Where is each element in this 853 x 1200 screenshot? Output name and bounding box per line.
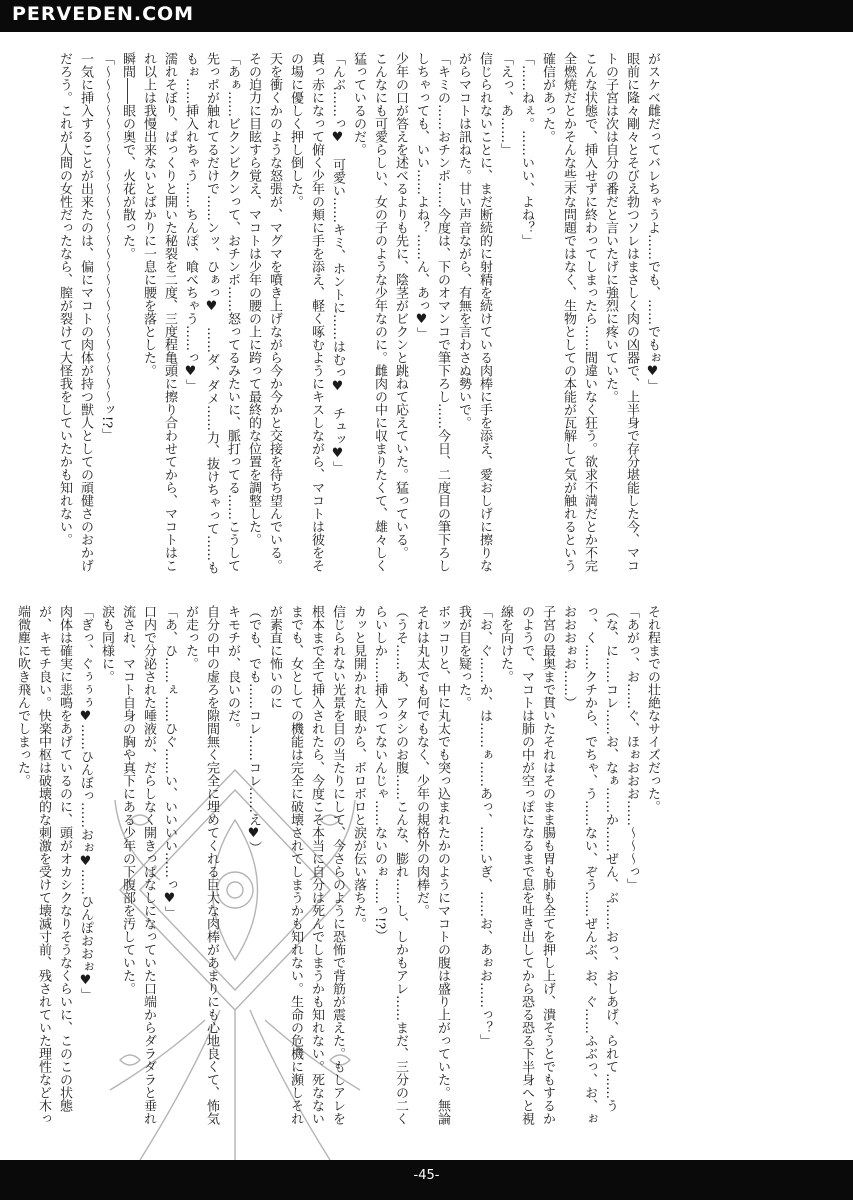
paragraph: 「お、ぐ……か、は……ぁ……あっ、……いぎ、……お、あぉお……っ？」 bbox=[477, 605, 492, 1047]
text-column-top bbox=[57, 52, 663, 582]
paragraph: 涙も同様に。 bbox=[99, 605, 114, 683]
paragraph: ボッコリと、中に丸太でも突っ込まれたかのようにマコトの腹は盛り上がっていた。無論それは丸太でも何でもなく、少年の規格外の肉棒だ。 bbox=[414, 605, 450, 1125]
paragraph: こんな状態で、挿入せずに終わってしまったら……間違いなく狂う。欲求不満だとか不完全燃焼だとかそんな些末な問題ではなく、生物としての本能が瓦解して気が触れるという確信があった。 bbox=[540, 52, 597, 572]
paragraph: 「……ねぇ。……いい、よね？」 bbox=[519, 52, 534, 247]
paragraph: それ程までの壮絶なサイズだった。 bbox=[645, 605, 660, 813]
paragraph: がスケベ雌だってバレちゃうよ……でも、……でもぉ♥」 bbox=[645, 52, 660, 392]
paragraph: キモチが、良いのだ。 bbox=[225, 605, 240, 735]
paragraph: 一気に挿入することが出来たのは、偏にマコトの肉体が持つ獣人としての頑健さのおかげだろう。これが人間の女性だったなら、膣が裂けて大怪我をしていたかも知れない。 bbox=[57, 52, 93, 572]
paragraph: 「んぶ……っ♥ 可愛い……キミ、ホントに……はむっ♥ チュッ♥」 bbox=[330, 52, 345, 474]
paragraph: 信じられないことに、まだ断続的に射精を続けている肉棒に手を添え、愛おしげに擦りながらマコトは訊ねた。甘い声音ながら、有無を言わさぬ勢いで。 bbox=[456, 52, 492, 572]
paragraph: 子宮の最奥まで貫いたそれはそのまま腸も胃も肺も全てを押し上げ、潰そうとでもするかのようで、マコトは肺の中が空っぽになるまで息を吐き出してから恐る恐る下半身へと視線を向けた。 bbox=[498, 605, 555, 1125]
paragraph: 「えっ、あ……」 bbox=[498, 52, 513, 156]
paragraph: 「～～～～～～～～～～～～～～～～～～～～～～～～～～ッ!?」 bbox=[99, 52, 114, 442]
paragraph: 瞬間――眼の奥で、火花が散った。 bbox=[120, 52, 135, 260]
paragraph: 少年の口が答えを述べるよりも先に、陰茎がビクンと跳ねて応えていた。猛っている。 bbox=[393, 52, 408, 559]
paragraph: 眼前に隆々剛々とそびえ勃つソレはまさしく肉の凶器で、上半身で存分堪能した今、マコトの子宮は次は自分の番だと言いたげに強烈に疼いていた。 bbox=[603, 52, 639, 572]
page-number: -45- bbox=[413, 1168, 440, 1183]
paragraph: 天を衝くかのような怒張が、マグマを噴き上げながら今か今かと交接を待ち望んでいる。その迫力に目眩すら覚え、マコトは少年の腰の上に跨って最終的な位置を調整した。 bbox=[246, 52, 282, 572]
paragraph: カッと見開かれた眼から、ボロボロと涙が伝い落ちた。 bbox=[351, 605, 366, 930]
paragraph: 信じられない光景を目の当たりにして、今さらのように恐怖で背筋が震えた。もしアレを根本まで全て挿入されたら、今度こそ本当に自分は死んでしまうかも知れない。死なないまでも、女としての機能は完全に破壊されてしまうかも知れない。生命の危機に瀕しそれが素直に怖いのに bbox=[267, 605, 345, 1125]
paragraph: 真っ赤になって俯く少年の頬に手を添え、軽く啄むようにキスしながら、マコトは彼をその場に優しく押し倒した。 bbox=[288, 52, 324, 572]
paragraph: 「キミの……おチンポ……今度は、下のオマンコで筆下ろし……今日、二度目の筆下ろししちゃっても、いい……よね？……ん、あっ♥」 bbox=[414, 52, 450, 572]
paragraph: 自分の中の虚ろを隙間無く完全に埋めてくれる巨大な肉棒があまりにも心地良くて、怖気が走った。 bbox=[183, 605, 219, 1125]
paragraph: 濡れそぼり、ぱっくりと開いた秘裂を二度、三度程亀頭に擦り合わせてから、マコトはこれ以上は我慢出来ないとばかりに一息に腰を落とした。 bbox=[141, 52, 177, 572]
paragraph: 我が目を疑った。 bbox=[456, 605, 471, 709]
text-column-bottom bbox=[15, 605, 663, 1135]
paragraph: 「あ、ひ……ぇ……ひぐ……い、いいいい……っ♥」 bbox=[162, 605, 177, 919]
paragraph: （でも、でも……コレ……コレ……え♥） bbox=[246, 605, 261, 854]
site-watermark: PERVEDEN.COM bbox=[12, 3, 195, 25]
paragraph: 「あぁ……ビクンビクンって、おチンポ……怒ってるみたいに、脈打ってる……こうして先っポが触れてるだけで……ンッ、ひぁっ♥ ……ダ、ダメ……力、抜けちゃって……ももぉ……挿入れちゃう……ちんぽ、喰べちゃう……っ♥」 bbox=[183, 52, 240, 574]
paragraph: 「あがっ、お……ぐ、ほぉおおお……～～～っ」 bbox=[624, 605, 639, 891]
paragraph: 肉体は確実に悲鳴をあげているのに、頭がオカシクなりそうなくらいに、このこの状態が、キモチ良い。快楽中枢は破壊的な刺激を受けて壊滅寸前、残されていた理性など木っ端微塵に吹き飛んでしまった。 bbox=[15, 605, 72, 1125]
paragraph: 「ぎっ、ぐぅぅぅ♥……ひんぼっ……おぉ♥……ひんぽおおぉ♥」 bbox=[78, 605, 93, 1001]
paragraph: こんなにも可愛らしい、女の子のような少年なのに。雌肉の中に収まりたくて、雄々しく猛っているのだ。 bbox=[351, 52, 387, 572]
paragraph: （な、に……コレ……お、なぁ……か……ぜん、ぶ……おっ、おしあげ、られて……うっ、く……クチから、でちゃ、う……ない、ぞう……ぜんぶ、お、ぐ……ふぶっ、お、ぉおおおぉお……） bbox=[561, 605, 618, 1125]
paragraph: （うそ……あ、アタシのお腹……こんな、膨れ……し、しかもアレ……まだ、三分の二くらいしか……挿入ってないんじゃ……ないのぉ……っ!?） bbox=[372, 605, 408, 1125]
paragraph: 口内で分泌された唾液が、だらしなく開きっぱなしになっていた口端からダラダラと垂れ流され、マコト自身の胸や真下にある少年の下腹部を汚していた。 bbox=[120, 605, 156, 1125]
